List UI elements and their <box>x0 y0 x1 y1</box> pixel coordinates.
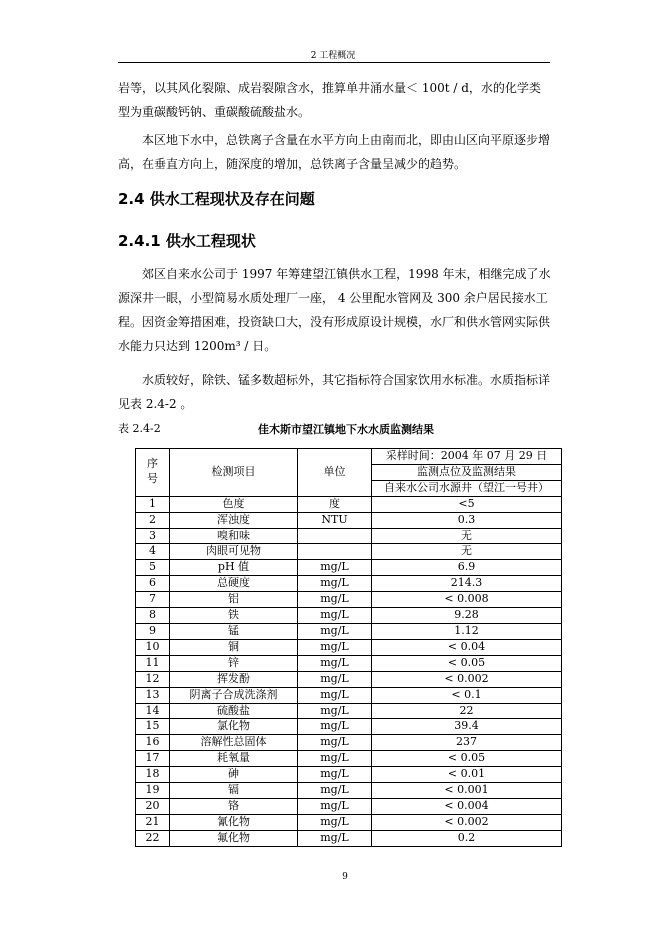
cell-unit: mg/L <box>298 623 372 639</box>
table-row <box>136 576 562 592</box>
cell-value: 237 <box>372 735 562 751</box>
cell-no: 20 <box>136 798 170 814</box>
cell-unit: mg/L <box>298 671 372 687</box>
header-sample-time: 采样时间：2004 年 07 月 29 日 <box>372 449 562 465</box>
table-row <box>136 639 562 655</box>
paragraph-project-status: 郊区自来水公司于 1997 年筹建望江镇供水工程，1998 年末，相继完成了水源深井一眼，小型简易水质处理厂一座， 4 公里配水管网及 300 余户居民接水工程。因资金筹措困难，投资缺口大，没有形成原设计规模，水厂和供水管网实际供水能力只达到 1200m³ / 日。 <box>118 267 551 353</box>
table-title: 佳木斯市望江镇地下水水质监测结果 <box>258 423 434 436</box>
cell-no: 5 <box>136 560 170 576</box>
table-row <box>136 671 562 687</box>
cell-no: 15 <box>136 719 170 735</box>
cell-item: 锰 <box>170 623 298 639</box>
cell-value: < 0.001 <box>372 783 562 799</box>
cell-item: 阴离子合成洗涤剂 <box>170 687 298 703</box>
table-number: 表 2.4-2 <box>118 422 161 435</box>
cell-no: 19 <box>136 783 170 799</box>
cell-item: 氟化物 <box>170 830 298 846</box>
cell-value: < 0.008 <box>372 592 562 608</box>
cell-value: < 0.05 <box>372 655 562 671</box>
cell-unit: mg/L <box>298 798 372 814</box>
cell-value: 214.3 <box>372 576 562 592</box>
table-row <box>136 798 562 814</box>
table-row <box>136 528 562 544</box>
cell-no: 14 <box>136 703 170 719</box>
table-row <box>136 814 562 830</box>
cell-value: < 0.004 <box>372 798 562 814</box>
page-header: 2 工程概况 <box>310 51 356 61</box>
cell-item: 铬 <box>170 798 298 814</box>
table-row <box>136 767 562 783</box>
cell-unit: 度 <box>298 496 372 512</box>
cell-no: 16 <box>136 735 170 751</box>
cell-item: 耗氧量 <box>170 751 298 767</box>
cell-value: 9.28 <box>372 608 562 624</box>
paragraph-iron-distribution: 本区地下水中，总铁离子含量在水平方向上由南而北，即由山区向平原逐步增高，在垂直方向上，随深度的增加，总铁离子含量呈减少的趋势。 <box>118 133 551 171</box>
table-row <box>136 783 562 799</box>
header-seq: 序号 <box>136 449 170 497</box>
cell-no: 21 <box>136 814 170 830</box>
header-monitor: 监测点位及监测结果 <box>372 464 562 480</box>
section-heading-2-4: 2.4 供水工程现状及存在问题 <box>118 190 315 208</box>
cell-unit: mg/L <box>298 719 372 735</box>
cell-unit: mg/L <box>298 592 372 608</box>
header-rule <box>118 62 550 63</box>
cell-value: 1.12 <box>372 623 562 639</box>
cell-value: < 0.05 <box>372 751 562 767</box>
cell-value: 无 <box>372 528 562 544</box>
table-row <box>136 623 562 639</box>
cell-item: 铝 <box>170 592 298 608</box>
cell-value: < 0.1 <box>372 687 562 703</box>
cell-value: 0.3 <box>372 512 562 528</box>
cell-no: 1 <box>136 496 170 512</box>
cell-value: <5 <box>372 496 562 512</box>
cell-value: < 0.01 <box>372 767 562 783</box>
cell-item: 挥发酚 <box>170 671 298 687</box>
cell-item: 浑浊度 <box>170 512 298 528</box>
table-row <box>136 496 562 512</box>
cell-no: 12 <box>136 671 170 687</box>
cell-no: 13 <box>136 687 170 703</box>
table-row <box>136 512 562 528</box>
cell-value: 22 <box>372 703 562 719</box>
cell-no: 9 <box>136 623 170 639</box>
cell-item: 砷 <box>170 767 298 783</box>
table-row <box>136 592 562 608</box>
table-row <box>136 544 562 560</box>
table-row <box>136 655 562 671</box>
cell-item: 氯化物 <box>170 719 298 735</box>
cell-no: 3 <box>136 528 170 544</box>
cell-item: 嗅和味 <box>170 528 298 544</box>
cell-item: 锌 <box>170 655 298 671</box>
water-quality-table <box>135 448 562 847</box>
cell-unit: mg/L <box>298 608 372 624</box>
cell-no: 4 <box>136 544 170 560</box>
page-number: 9 <box>342 872 348 882</box>
section-heading-2-4-1: 2.4.1 供水工程现状 <box>118 232 256 250</box>
table-row <box>136 703 562 719</box>
cell-unit: NTU <box>298 512 372 528</box>
cell-item: 铁 <box>170 608 298 624</box>
cell-item: 镉 <box>170 783 298 799</box>
cell-unit: mg/L <box>298 767 372 783</box>
cell-item: 硫酸盐 <box>170 703 298 719</box>
table-row <box>136 830 562 846</box>
table-row <box>136 735 562 751</box>
cell-no: 18 <box>136 767 170 783</box>
cell-unit: mg/L <box>298 655 372 671</box>
table-row <box>136 687 562 703</box>
header-site: 自来水公司水源井（望江一号井） <box>372 480 562 496</box>
cell-value: 无 <box>372 544 562 560</box>
cell-value: 39.4 <box>372 719 562 735</box>
cell-unit: mg/L <box>298 735 372 751</box>
cell-no: 10 <box>136 639 170 655</box>
cell-unit: mg/L <box>298 814 372 830</box>
cell-item: 色度 <box>170 496 298 512</box>
cell-item: 铜 <box>170 639 298 655</box>
cell-item: pH 值 <box>170 560 298 576</box>
cell-no: 2 <box>136 512 170 528</box>
cell-item: 溶解性总固体 <box>170 735 298 751</box>
table-row <box>136 751 562 767</box>
cell-unit: mg/L <box>298 560 372 576</box>
cell-value: 0.2 <box>372 830 562 846</box>
header-item: 检测项目 <box>170 449 298 497</box>
cell-value: < 0.002 <box>372 671 562 687</box>
cell-unit: mg/L <box>298 703 372 719</box>
cell-no: 11 <box>136 655 170 671</box>
table-row <box>136 560 562 576</box>
cell-unit: mg/L <box>298 639 372 655</box>
cell-no: 8 <box>136 608 170 624</box>
cell-value: < 0.04 <box>372 639 562 655</box>
cell-unit: mg/L <box>298 751 372 767</box>
table-row <box>136 719 562 735</box>
cell-no: 7 <box>136 592 170 608</box>
cell-no: 22 <box>136 830 170 846</box>
cell-item: 氰化物 <box>170 814 298 830</box>
cell-unit: mg/L <box>298 830 372 846</box>
cell-unit: mg/L <box>298 576 372 592</box>
paragraph-water-quality: 水质较好，除铁、锰多数超标外，其它指标符合国家饮用水标准。水质指标详见表 2.4-2 。 <box>118 373 551 411</box>
cell-no: 6 <box>136 576 170 592</box>
header-unit: 单位 <box>298 449 372 497</box>
cell-item: 总硬度 <box>170 576 298 592</box>
cell-no: 17 <box>136 751 170 767</box>
cell-value: < 0.002 <box>372 814 562 830</box>
table-row <box>136 608 562 624</box>
cell-unit <box>298 528 372 544</box>
cell-unit: mg/L <box>298 687 372 703</box>
cell-unit <box>298 544 372 560</box>
cell-item: 肉眼可见物 <box>170 544 298 560</box>
cell-unit: mg/L <box>298 783 372 799</box>
paragraph-hydrochemistry: 岩等，以其风化裂隙、成岩裂隙含水，推算单井涌水量＜ 100t / d，水的化学类型为重碳酸钙钠、重碳酸硫酸盐水。 <box>118 81 541 119</box>
cell-value: 6.9 <box>372 560 562 576</box>
